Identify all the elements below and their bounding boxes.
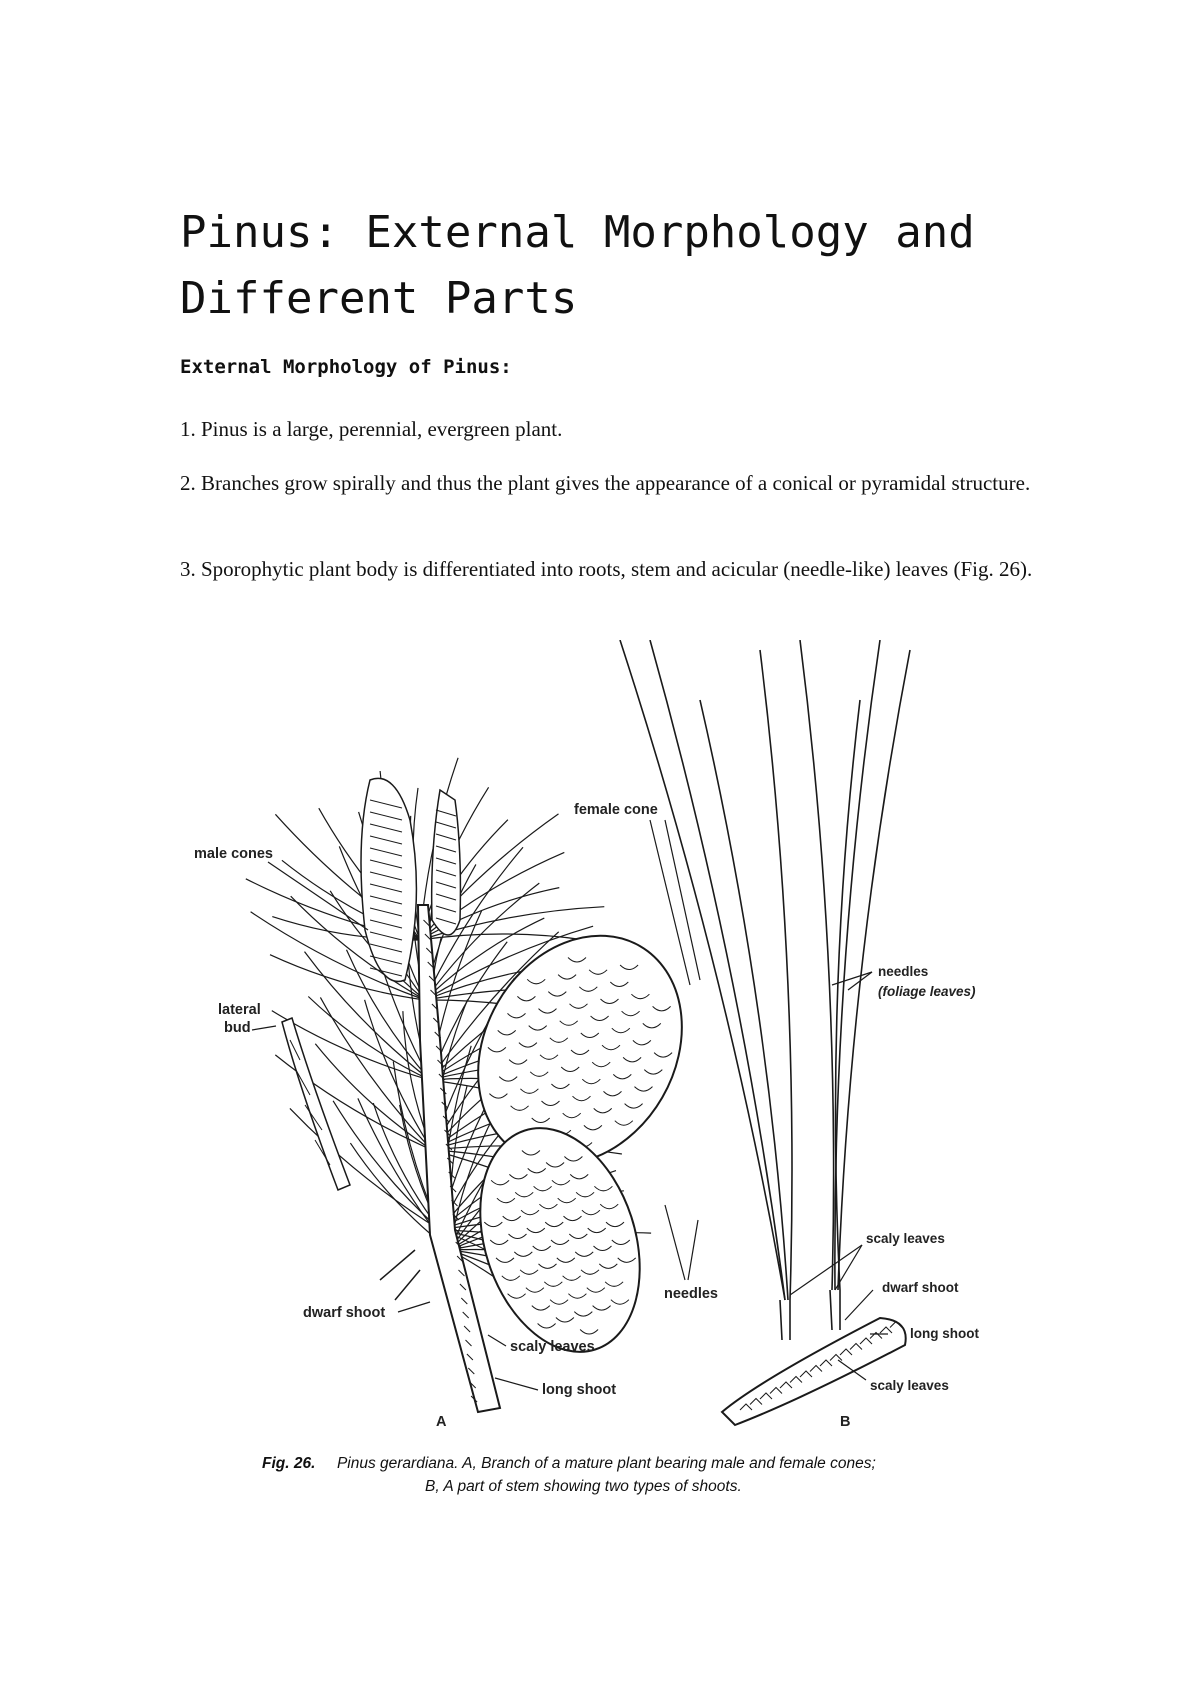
label-needles-b: needles [878,964,929,979]
label-male-cones: male cones [194,846,273,862]
label-scaly-leaves-b-top: scaly leaves [866,1231,945,1246]
label-lateral-bud-2: bud [224,1020,251,1036]
caption-figure-number: Fig. 26. [262,1455,316,1472]
pinus-illustration [0,640,1200,1520]
needle [836,700,861,1290]
label-leaders-b [790,972,888,1380]
label-dwarf-shoot-a: dwarf shoot [303,1305,386,1321]
needle [800,640,834,1290]
label-scaly-leaves-a: scaly leaves [510,1339,595,1355]
page-title: Pinus: External Morphology and Different Parts [180,207,975,324]
label-panel-b: B [840,1414,851,1430]
section-heading: External Morphology of Pinus: [180,356,512,378]
caption-line-2: B, A part of stem showing two types of shoots. [425,1478,742,1495]
needle [835,640,880,1290]
needle [650,640,785,1300]
label-long-shoot-a: long shoot [542,1382,617,1398]
label-needles-a: needles [664,1286,718,1302]
male-cones [361,778,460,981]
needle [305,952,431,1080]
label-lateral-bud-1: lateral [218,1002,261,1018]
label-foliage-leaves: (foliage leaves) [878,984,976,999]
label-dwarf-shoot-b: dwarf shoot [882,1280,959,1295]
paragraph-2: 2. Branches grow spirally and thus the plant gives the appearance of a conical or pyramidal structure. [180,471,1031,495]
female-cone-lower [453,1107,667,1372]
caption-line-1: Pinus gerardiana. A, Branch of a mature plant bearing male and female cones; [336,1455,876,1472]
label-female-cone: female cone [574,802,658,818]
label-scaly-leaves-b-bottom: scaly leaves [870,1378,949,1393]
label-panel-a: A [436,1414,447,1430]
paragraph-3: 3. Sporophytic plant body is differentiated into roots, stem and acicular (needle-like) leaves (Fig. 26). [180,557,1033,581]
label-long-shoot-b: long shoot [910,1326,979,1341]
needle [760,650,792,1300]
figure-caption [262,1452,1022,1498]
pinus-figure [0,640,1200,1520]
paragraph-1: 1. Pinus is a large, perennial, evergreen plant. [180,417,563,441]
